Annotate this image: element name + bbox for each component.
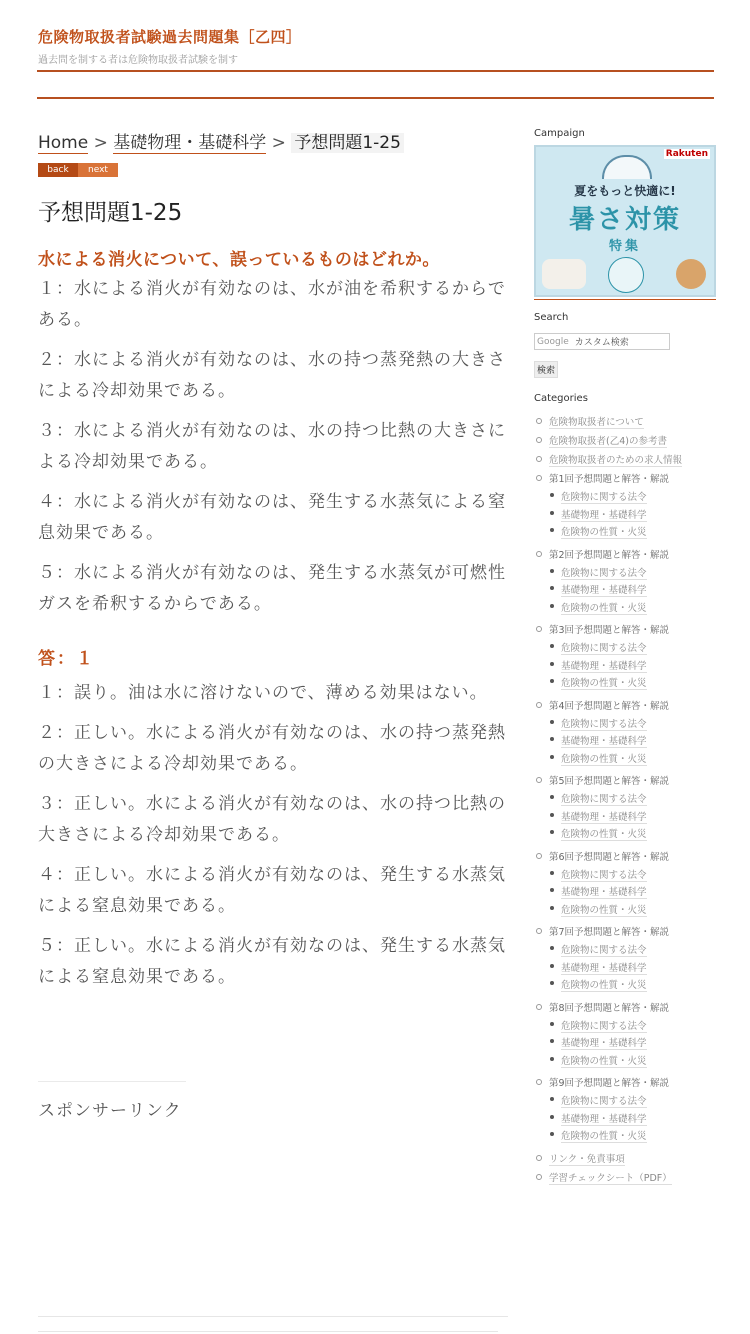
sub-label: 危険物の性質・火災: [561, 678, 647, 689]
sub-item[interactable]: [549, 600, 716, 618]
campaign-title: Campaign: [534, 128, 585, 139]
post-navigation: [38, 163, 508, 177]
breadcrumb-separator: >: [93, 133, 108, 153]
sub-item[interactable]: [549, 1053, 716, 1071]
categories-title: Categories: [534, 393, 588, 404]
sub-item[interactable]: [549, 942, 716, 960]
round-label: 第7回予想問題と解答・解説: [549, 927, 670, 938]
banner-subline: 特集: [608, 239, 641, 254]
round-item[interactable]: [534, 1075, 716, 1146]
sub-list: [549, 565, 716, 618]
category-label: 危険物取扱者(乙4)の参考書: [549, 436, 667, 447]
sub-item[interactable]: [549, 1111, 716, 1129]
links-disclaimer-item[interactable]: [534, 1151, 716, 1165]
header-divider-top: [37, 70, 714, 72]
dog-icon: [676, 259, 706, 289]
sub-label: 基礎物理・基礎科学: [561, 1113, 647, 1125]
sub-label: 危険物の性質・火災: [561, 1131, 647, 1142]
sub-list: [549, 791, 716, 844]
sub-label: 基礎物理・基礎科学: [561, 962, 647, 974]
sub-item[interactable]: [549, 960, 716, 978]
sub-label: 危険物に関する法令: [561, 794, 647, 805]
round-item[interactable]: [534, 849, 716, 920]
sub-item[interactable]: [549, 809, 716, 827]
sub-item[interactable]: [549, 902, 716, 920]
google-logo: Google: [537, 336, 569, 347]
round-label: 第2回予想問題と解答・解説: [549, 549, 670, 561]
breadcrumb-current: 予想問題1-25: [291, 133, 404, 153]
round-item[interactable]: [534, 547, 716, 618]
sub-item[interactable]: [549, 733, 716, 751]
campaign-banner[interactable]: [534, 145, 716, 297]
sub-label: 危険物に関する法令: [561, 492, 647, 503]
sub-label: 基礎物理・基礎科学: [561, 585, 647, 596]
explanation-item: ５：正しい。水による消火が有効なのは、発生する水蒸気による窒息効果である。: [38, 936, 506, 987]
sidebar: [534, 128, 716, 1189]
header-divider-bottom: [37, 97, 714, 99]
sub-item[interactable]: [549, 582, 716, 600]
round-item[interactable]: [534, 1000, 716, 1071]
category-item[interactable]: [534, 433, 716, 447]
sub-list: [549, 942, 716, 995]
sub-item[interactable]: [549, 640, 716, 658]
round-label: 第3回予想問題と解答・解説: [549, 625, 670, 636]
sub-item[interactable]: [549, 675, 716, 693]
explanation-item: １：誤り。油は水に溶けないので、薄める効果はない。: [38, 683, 488, 703]
round-item[interactable]: [534, 924, 716, 995]
main-content: [38, 128, 508, 993]
sub-item[interactable]: [549, 716, 716, 734]
banner-headline: 暑さ対策: [568, 205, 681, 235]
sub-item[interactable]: [549, 977, 716, 995]
sub-item[interactable]: [549, 658, 716, 676]
category-list: [534, 414, 716, 1184]
question-text: 水による消火について、誤っているものはどれか。: [38, 250, 440, 270]
sub-label: 危険物の性質・火災: [561, 829, 647, 840]
bear-icon: [608, 257, 644, 293]
sub-list: [549, 1093, 716, 1146]
sub-label: 危険物に関する法令: [561, 718, 647, 730]
sub-label: 危険物の性質・火災: [561, 753, 647, 765]
breadcrumb-home-link[interactable]: Home: [38, 133, 89, 153]
sub-item[interactable]: [549, 751, 716, 769]
sub-label: 基礎物理・基礎科学: [561, 660, 647, 672]
sub-item[interactable]: [549, 826, 716, 844]
sub-item[interactable]: [549, 867, 716, 885]
round-label: 第4回予想問題と解答・解説: [549, 700, 670, 712]
round-item[interactable]: [534, 622, 716, 693]
sub-list: [549, 1018, 716, 1071]
next-button[interactable]: next: [78, 163, 118, 177]
back-button[interactable]: back: [38, 163, 78, 177]
round-label: 第6回予想問題と解答・解説: [549, 851, 670, 863]
explanation-item: ４：正しい。水による消火が有効なのは、発生する水蒸気による窒息効果である。: [38, 865, 506, 916]
category-item[interactable]: [534, 452, 716, 466]
sub-item[interactable]: [549, 489, 716, 507]
sub-label: 危険物に関する法令: [561, 1096, 647, 1107]
sub-label: 基礎物理・基礎科学: [561, 811, 647, 823]
sub-label: 危険物に関する法令: [561, 567, 647, 579]
sub-item[interactable]: [549, 507, 716, 525]
sub-list: [549, 489, 716, 542]
sub-item[interactable]: [549, 524, 716, 542]
search-input[interactable]: [534, 333, 670, 350]
sub-item[interactable]: [549, 1093, 716, 1111]
explanation-item: ３：正しい。水による消火が有効なのは、水の持つ比熱の大きさによる冷却効果である。: [38, 794, 506, 845]
campaign-divider: [534, 299, 716, 300]
sub-item[interactable]: [549, 1018, 716, 1036]
sub-item[interactable]: [549, 791, 716, 809]
search-title: Search: [534, 312, 569, 323]
breadcrumb: [38, 128, 508, 153]
sub-list: [549, 716, 716, 769]
sub-label: 基礎物理・基礎科学: [561, 1038, 647, 1049]
sponsor-label: スポンサーリンク: [38, 1101, 182, 1121]
sub-item[interactable]: [549, 1128, 716, 1146]
sub-label: 危険物の性質・火災: [561, 980, 647, 991]
round-item[interactable]: [534, 773, 716, 844]
round-item[interactable]: [534, 698, 716, 769]
sub-label: 基礎物理・基礎科学: [561, 736, 647, 747]
sub-item[interactable]: [549, 884, 716, 902]
sub-label: 危険物に関する法令: [561, 869, 647, 881]
sub-item[interactable]: [549, 565, 716, 583]
sub-label: 危険物に関する法令: [561, 643, 647, 654]
choice-list: [38, 274, 508, 620]
sub-item[interactable]: [549, 1035, 716, 1053]
round-label: 第5回予想問題と解答・解説: [549, 776, 670, 787]
sub-label: 基礎物理・基礎科学: [561, 509, 647, 521]
page-title: 予想問題1-25: [38, 200, 183, 226]
category-label: 危険物取扱者のための求人情報: [549, 455, 683, 466]
sub-list: [549, 867, 716, 920]
banner-tagline: 夏をもっと快適に!: [574, 184, 676, 198]
footer-divider: [38, 1316, 508, 1317]
search-button[interactable]: 検索: [534, 361, 558, 378]
category-label: リンク・免責事項: [549, 1153, 625, 1165]
rakuten-logo: Rakuten: [665, 149, 708, 159]
category-label: 危険物取扱者について: [549, 417, 644, 428]
sub-label: 危険物の性質・火災: [561, 1055, 647, 1067]
sub-label: 危険物の性質・火災: [561, 602, 647, 614]
category-label: 学習チェックシート（PDF）: [549, 1172, 672, 1184]
choice-item: ３：水による消火が有効なのは、水の持つ比熱の大きさによる冷却効果である。: [38, 421, 506, 472]
breadcrumb-category-link[interactable]: 基礎物理・基礎科学: [113, 133, 267, 153]
choice-item: ２：水による消火が有効なのは、水の持つ蒸発熱の大きさによる冷却効果である。: [38, 350, 506, 401]
sub-label: 危険物の性質・火災: [561, 527, 647, 538]
round-label: 第9回予想問題と解答・解説: [549, 1078, 670, 1089]
choice-item: １：水による消火が有効なのは、水が油を希釈するからである。: [38, 279, 506, 330]
explanation-list: [38, 678, 508, 993]
sponsor-divider: [38, 1081, 186, 1082]
sub-label: 基礎物理・基礎科学: [561, 887, 647, 898]
site-title[interactable]: 危険物取扱者試験過去問題集［乙四］: [38, 28, 302, 46]
breadcrumb-separator: >: [271, 133, 286, 153]
sub-list: [549, 640, 716, 693]
round-item[interactable]: [534, 471, 716, 542]
explanation-item: ２：正しい。水による消火が有効なのは、水の持つ蒸発熱の大きさによる冷却効果である。: [38, 723, 506, 774]
pillow-illustration: [542, 259, 586, 289]
site-description: 過去問を制する者は危険物取扱者試験を制す: [38, 55, 238, 66]
answer-label: 答：１: [38, 649, 95, 669]
sub-label: 危険物に関する法令: [561, 1020, 647, 1032]
round-label: 第8回予想問題と解答・解説: [549, 1002, 670, 1014]
choice-item: ４：水による消火が有効なのは、発生する水蒸気による窒息効果である。: [38, 492, 506, 543]
checksheet-pdf-item[interactable]: [534, 1170, 716, 1184]
sun-icon: [602, 155, 652, 179]
footer-divider: [38, 1331, 498, 1332]
sub-label: 危険物の性質・火災: [561, 904, 647, 916]
round-label: 第1回予想問題と解答・解説: [549, 474, 670, 485]
search-placeholder: カスタム検索: [574, 338, 629, 348]
sub-label: 危険物に関する法令: [561, 945, 647, 956]
category-item[interactable]: [534, 414, 716, 428]
choice-item: ５：水による消火が有効なのは、発生する水蒸気が可燃性ガスを希釈するからである。: [38, 563, 506, 614]
